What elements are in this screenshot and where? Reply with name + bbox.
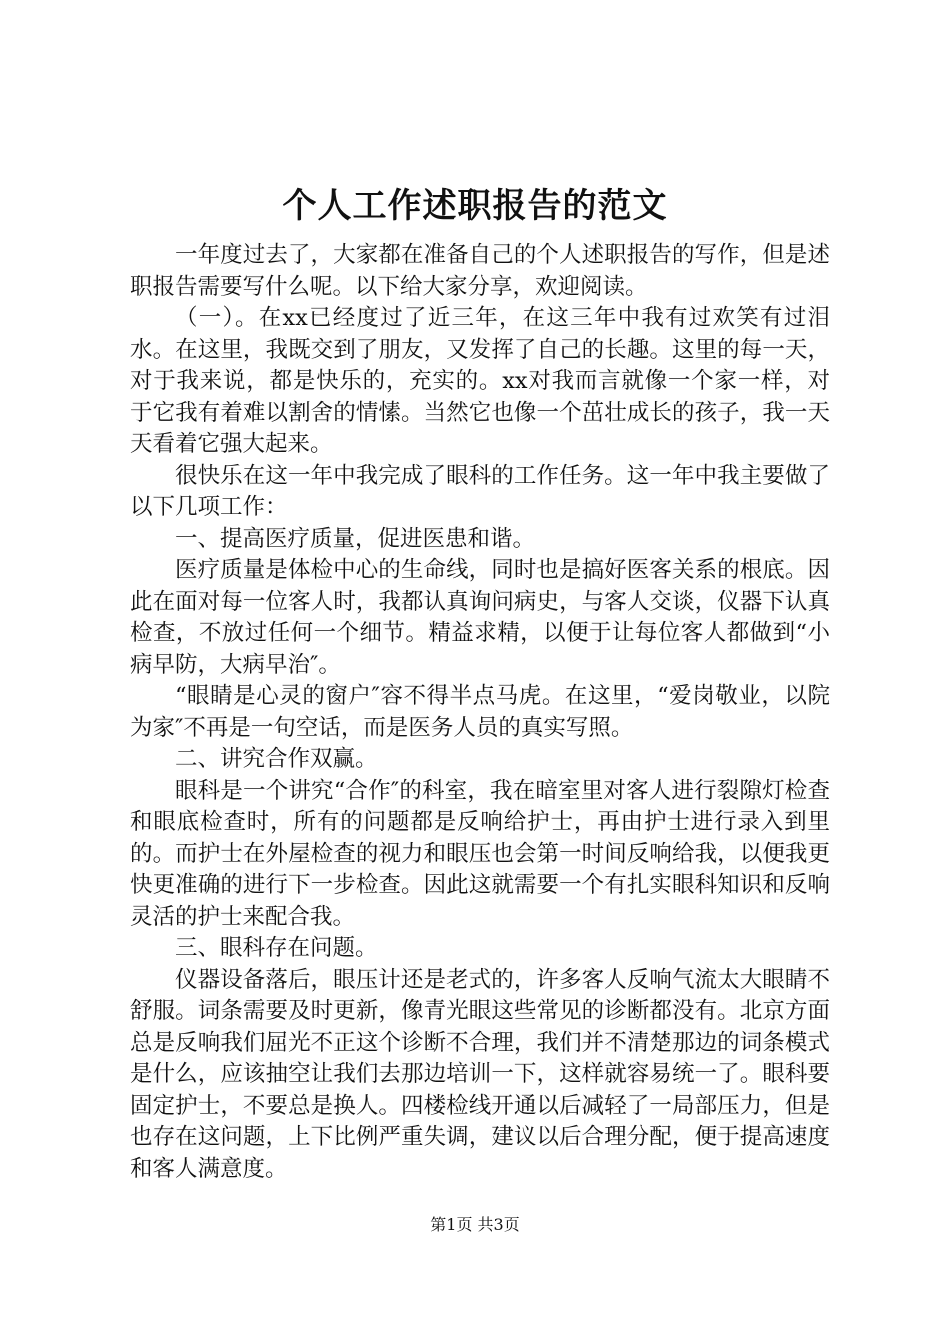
paragraph: 一年度过去了，大家都在准备自己的个人述职报告的写作，但是述职报告需要写什么呢。以下给大家分享，欢迎阅读。 [130,242,830,300]
paragraph: 仪器设备落后，眼压计还是老式的，许多客人反响气流太大眼睛不舒服。词条需要及时更新，像青光眼这些常见的诊断都没有。北京方面总是反响我们屈光不正这个诊断不合理，我们并不清楚那边的词条模式是什么，应该抽空让我们去那边培训一下，这样就容易统一了。眼科要固定护士，不要总是换人。四楼检线开通以后减轻了一局部压力，但是也存在这问题，上下比例严重失调，建议以后合理分配，便于提高速度和客人满意度。 [130,966,830,1182]
section-heading: 三、眼科存在问题。 [175,935,378,961]
paragraph: 眼科是一个讲究“合作″的科室，我在暗室里对客人进行裂隙灯检查和眼底检查时，所有的问题都是反响给护士，再由护士进行录入到里的。而护士在外屋检查的视力和眼压也会第一时间反响给我，以便我更快更准确的进行下一步检查。因此这就需要一个有扎实眼科知识和反响灵活的护士来配合我。 [130,777,830,930]
page-number: 第1页 共3页 [430,1215,520,1234]
section-heading: 一、提高医疗质量，促进医患和谐。 [175,525,536,552]
section-heading: 二、讲究合作双赢。 [175,746,378,772]
paragraph: “眼睛是心灵的窗户″容不得半点马虎。在这里，“爱岗敬业，以院为家″不再是一句空话，而是医务人员的真实写照。 [130,683,830,741]
paragraph: （一）。在xx已经度过了近三年，在这三年中我有过欢笑有过泪水。在这里，我既交到了朋友，又发挥了自己的长趣。这里的每一天，对于我来说，都是快乐的，充实的。xx对我而言就像一个家一样，对于它我有着难以割舍的情愫。当然它也像一个茁壮成长的孩子，我一天天看着它强大起来。 [130,305,830,457]
paragraph: 医疗质量是体检中心的生命线，同时也是搞好医客关系的根底。因此在面对每一位客人时，我都认真询问病史，与客人交谈，仪器下认真检查，不放过任何一个细节。精益求精，以便于让每位客人都做到“小病早防，大病早治″。 [130,557,830,678]
document-title: 个人工作述职报告的范文 [282,186,668,226]
paragraph: 很快乐在这一年中我完成了眼科的工作任务。这一年中我主要做了以下几项工作： [130,462,830,520]
document-body [130,240,830,1185]
